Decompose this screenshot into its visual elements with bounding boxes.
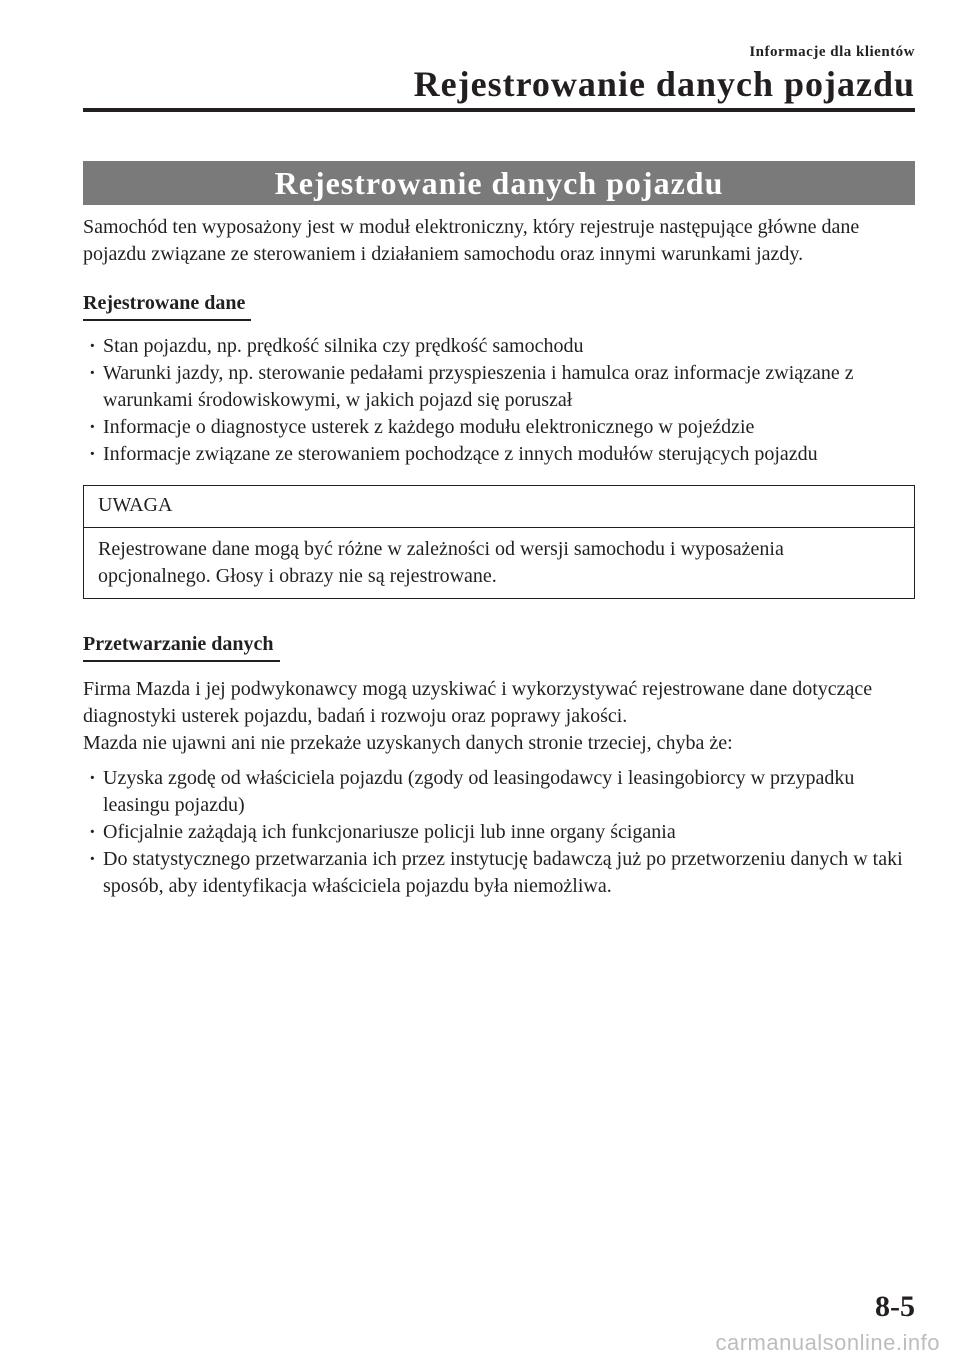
note-body: Rejestrowane dane mogą być różne w zależności od wersji samochodu i wyposażenia opcjonalnego. Głosy i obrazy nie są rejestrowane. xyxy=(98,538,784,587)
note-box xyxy=(83,485,915,599)
list-item: · Stan pojazdu, np. prędkość silnika czy prędkość samochodu xyxy=(83,333,915,360)
header-title: Rejestrowanie danych pojazdu xyxy=(413,64,915,104)
list-item: · Informacje o diagnostyce usterek z każdego modułu elektronicznego w pojeździe xyxy=(83,414,915,441)
list-item: · Oficjalnie zażądają ich funkcjonariusze policji lub inne organy ścigania xyxy=(83,819,915,846)
page-number: 8-5 xyxy=(875,1290,915,1323)
intro-paragraph: Samochód ten wyposażony jest w moduł elektroniczny, który rejestruje następujące główne dane pojazdu związane ze sterowaniem i działaniem samochodu oraz innymi warunkami jazdy. xyxy=(83,216,860,265)
processing-paragraph-2: Mazda nie ujawni ani nie przekaże uzyskanych danych stronie trzeciej, chyba że: xyxy=(83,732,733,754)
watermark-text: carmanualsonline.info xyxy=(715,1330,940,1355)
list-item: · Warunki jazdy, np. sterowanie pedałami przyspieszenia i hamulca oraz informacje związane z warunkami środowiskowymi, w jakich pojazd się poruszał xyxy=(83,360,915,414)
processing-list xyxy=(83,765,915,900)
header-section-label: Informacje dla klientów xyxy=(749,44,915,60)
header-divider xyxy=(83,108,915,112)
list-item: · Do statystycznego przetwarzania ich przez instytucję badawczą już po przetworzeniu danych w taki sposób, aby identyfikacja właściciela pojazdu była niemożliwa. xyxy=(83,846,915,900)
processing-heading: Przetwarzanie danych xyxy=(83,631,280,662)
section-banner-title: Rejestrowanie danych pojazdu xyxy=(83,161,915,205)
processing-section xyxy=(83,631,915,900)
note-title: UWAGA xyxy=(84,486,914,528)
recorded-heading: Rejestrowane dane xyxy=(83,290,251,321)
list-item: · Uzyska zgodę od właściciela pojazdu (zgody od leasingodawcy i leasingobiorcy w przypadku leasingu pojazdu) xyxy=(83,765,915,819)
processing-paragraph-1: Firma Mazda i jej podwykonawcy mogą uzyskiwać i wykorzystywać rejestrowane dane dotyczące diagnostyki usterek pojazdu, badań i rozwoju oraz poprawy jakości. xyxy=(83,678,873,727)
page-content xyxy=(83,214,915,900)
list-item: · Informacje związane ze sterowaniem pochodzące z innych modułów sterujących pojazdu xyxy=(83,441,915,468)
recorded-section xyxy=(83,290,915,468)
recorded-list xyxy=(83,333,915,468)
